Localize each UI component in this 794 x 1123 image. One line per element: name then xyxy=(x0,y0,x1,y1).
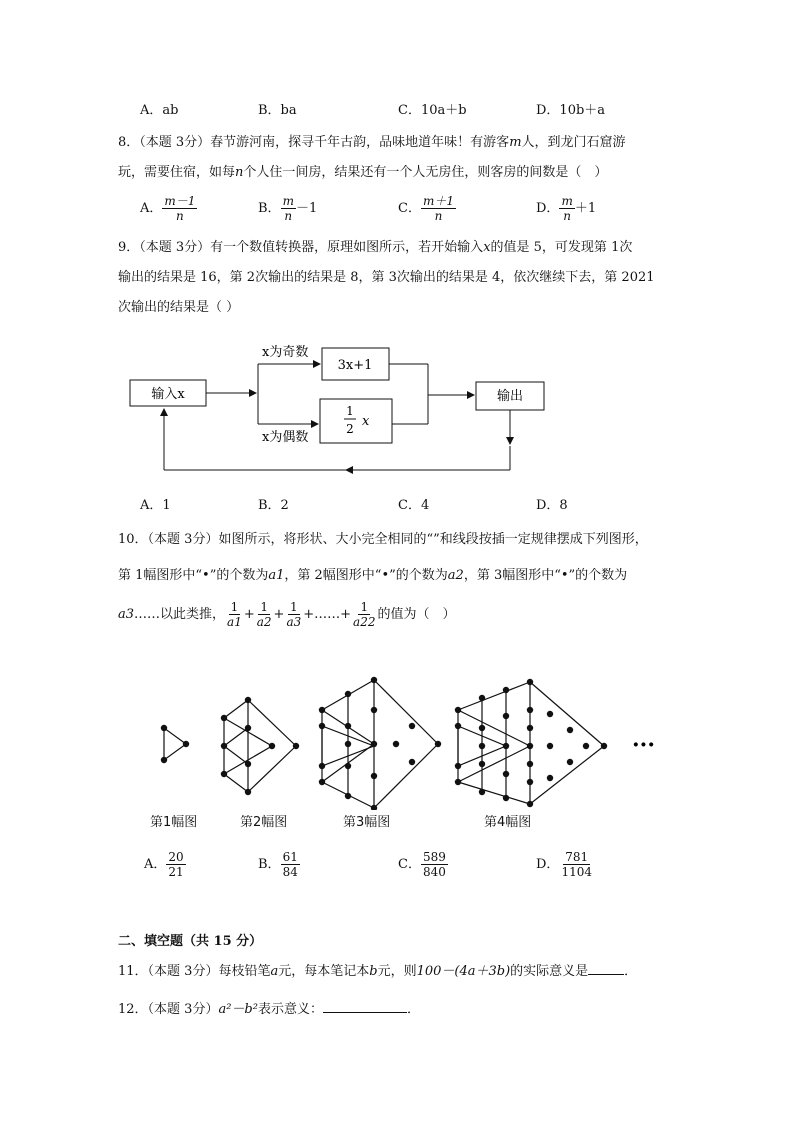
q8-option-b: B． $\frac{m}{n}$ －1 xyxy=(258,194,318,223)
q8-line-1: 8．（本题 3分）春节游河南，探寻千年古韵，品味地道年味！有游客m人，到龙门石窟游 xyxy=(118,135,626,150)
q8-option-c: C． $\frac{m+1}{n}$ xyxy=(398,194,454,223)
section-2-title: 二、填空题（共 15 分） xyxy=(118,934,263,949)
q8-option-a: A． $\frac{m-1}{n}$ xyxy=(140,194,196,223)
q7-option-b: B．ba xyxy=(258,103,297,118)
q11-line: 11．（本题 3分）每枝铅笔a元，每本笔记本b元，则100－(4a＋3b)的实际意义是 ． xyxy=(118,960,637,982)
q11-answer-blank[interactable] xyxy=(588,960,624,975)
flow-input-label: 输入x xyxy=(151,387,185,402)
q10-line-3: a3……以此类推， $\frac{1}{a1}$ + $\frac{1}{a2}$ + $\frac{1}{a3}$ +……+ $\frac{1}{a22}$ 的值为（ ） xyxy=(118,600,456,629)
q8-line-2: 玩，需要住宿，如每n个人住一间房，结果还有一个人无房住，则客房的间数是（ ） xyxy=(118,165,608,180)
q10-option-d: D． $\frac{781}{1104}$ xyxy=(536,850,592,879)
fig-label-4: 第4幅图 xyxy=(484,815,532,830)
flow-even-label: x为偶数 xyxy=(262,430,309,445)
q10-option-a: A． $\frac{20}{21}$ xyxy=(144,850,184,879)
q10-triangle-figures xyxy=(140,670,670,810)
flow-odd-formula: 3x+1 xyxy=(337,358,373,373)
q9-option-a: A．1 xyxy=(140,498,171,513)
q12-answer-blank[interactable] xyxy=(323,998,407,1013)
figures-ellipsis: ··· xyxy=(632,732,655,758)
flow-even-box xyxy=(320,399,392,443)
flow-frac-num: 1 xyxy=(346,404,354,418)
flow-frac-den: 2 xyxy=(346,422,354,436)
q10-line-2: 第 1幅图形中“•”的个数为a1，第 2幅图形中“•”的个数为a2，第 3幅图形中“•”的个数为 xyxy=(118,568,628,583)
q9-flow-diagram xyxy=(120,338,560,478)
flow-output-label: 输出 xyxy=(496,389,524,404)
q7-option-d: D．10b＋a xyxy=(536,103,606,118)
q10-option-b: B． $\frac{61}{84}$ xyxy=(258,850,298,879)
q7-option-c: C．10a＋b xyxy=(398,103,467,118)
q9-option-d: D．8 xyxy=(536,498,568,513)
q9-line-3: 次输出的结果是（ ） xyxy=(118,300,240,315)
fig-label-3: 第3幅图 xyxy=(343,815,391,830)
q10-line-1: 10．（本题 3分）如图所示，将形状、大小完全相同的“”和线段按插一定规律摆成下列图形， xyxy=(118,532,648,547)
q10-option-c: C． $\frac{589}{840}$ xyxy=(398,850,446,879)
fig-label-2: 第2幅图 xyxy=(240,815,288,830)
flow-frac-var: x xyxy=(362,414,370,429)
q9-option-c: C．4 xyxy=(398,498,430,513)
q7-option-a: A．ab xyxy=(140,103,179,118)
q9-option-b: B．2 xyxy=(258,498,289,513)
flow-odd-label: x为奇数 xyxy=(262,345,309,360)
q12-line: 12．（本题 3分）a²－b²表示意义： ． xyxy=(118,998,420,1020)
q9-line-1: 9．（本题 3分）有一个数值转换器，原理如图所示，若开始输入x的值是 5，可发现第 1次 xyxy=(118,240,633,255)
q8-option-d: D． $\frac{m}{n}$ ＋1 xyxy=(536,194,597,223)
q9-line-2: 输出的结果是 16，第 2次输出的结果是 8，第 3次输出的结果是 4，依次继续下去，第 2021 xyxy=(118,270,655,285)
fig-label-1: 第1幅图 xyxy=(150,815,198,830)
